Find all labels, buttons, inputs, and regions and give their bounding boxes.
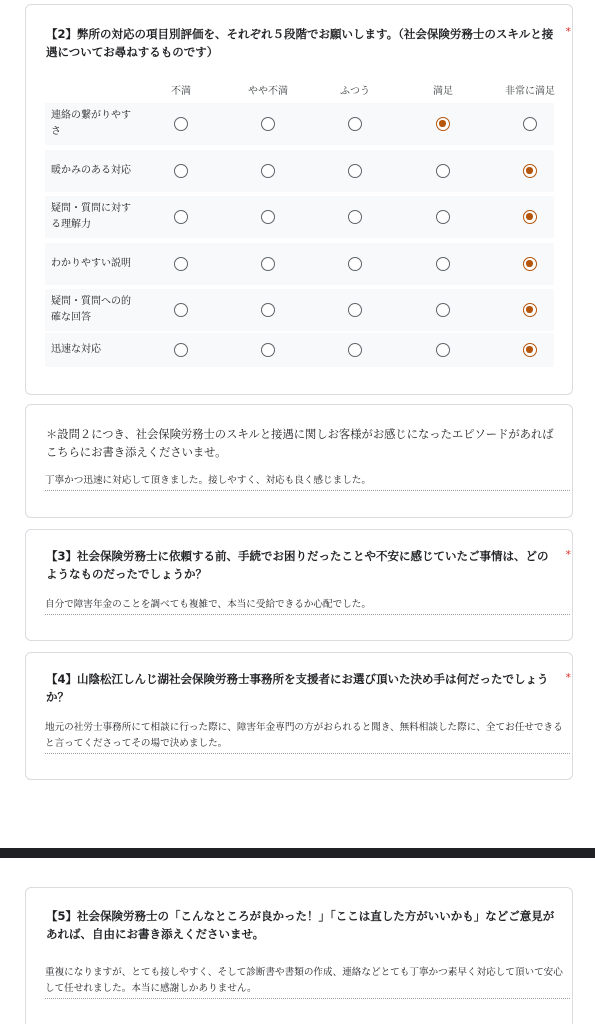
q3-title: 【3】社会保険労務士に依頼する前、手続でお困りだったことや不安に感じていたご事情は、どのようなものだったでしょうか？ [46,549,549,581]
grid-row-label: 連絡の繋がりやすさ [51,110,131,137]
radio-selected[interactable] [523,257,537,271]
grid-row-label: 疑問・質問に対する理解力 [51,203,131,230]
q2-title: 【2】弊所の対応の項目別評価を、それぞれ５段階でお願いします。（社会保険労務士のスキルと接遇についてお尋ねするものです） [46,27,554,59]
q5-card [25,887,573,1024]
radio-option[interactable] [261,164,275,178]
radio-selected[interactable] [523,303,537,317]
section-divider [0,848,595,858]
required-mark: * [565,25,571,38]
col-header-2: ふつう [340,86,370,97]
q2-note-answer-field[interactable]: 丁寧かつ迅速に対応して頂きました。接しやすく、対応も良く感じました。 [45,473,570,491]
radio-option[interactable] [261,303,275,317]
grid-row [45,103,554,145]
col-header-3: 満足 [433,86,453,97]
grid-row [45,333,554,367]
radio-option[interactable] [174,164,188,178]
radio-option[interactable] [348,117,362,131]
required-mark: * [565,548,571,561]
radio-selected[interactable] [523,164,537,178]
radio-option[interactable] [348,343,362,357]
radio-option[interactable] [261,257,275,271]
q3-answer-field[interactable]: 自分で障害年金のことを調べても複雑で、本当に受給できるか心配でした。 [45,597,570,615]
radio-option[interactable] [436,164,450,178]
radio-option[interactable] [348,164,362,178]
radio-option[interactable] [348,257,362,271]
radio-option[interactable] [436,303,450,317]
radio-option[interactable] [174,117,188,131]
col-header-1: やや不満 [248,86,288,97]
radio-option[interactable] [261,117,275,131]
q5-title: 【5】社会保険労務士の「こんなところが良かった！」「ここは直した方がいいかも」などご意見があれば、自由にお書き添えくださいませ。 [46,909,555,941]
required-mark: * [565,671,571,684]
grid-row [45,289,554,331]
radio-option[interactable] [348,210,362,224]
radio-option[interactable] [436,210,450,224]
col-header-4: 非常に満足 [505,86,555,97]
grid-row [45,196,554,238]
grid-row-label: 暖かみのある対応 [51,165,131,176]
grid-row [45,150,554,192]
radio-option[interactable] [174,210,188,224]
q4-card [25,652,573,780]
grid-row-label: 疑問・質問への的確な回答 [51,296,131,323]
radio-selected[interactable] [436,117,450,131]
q4-answer-field[interactable]: 地元の社労士事務所にて相談に行った際に、障害年金専門の方がおられると聞き、無料相談した際に、全てお任せできると言ってくださってその場で決めました。 [45,720,570,754]
q4-title: 【4】山陰松江しんじ湖社会保険労務士事務所を支援者にお選び頂いた決め手は何だったでしょうか？ [46,672,549,704]
radio-option[interactable] [261,343,275,357]
q2-note-card [25,404,573,518]
radio-option[interactable] [261,210,275,224]
radio-selected[interactable] [523,210,537,224]
q3-card [25,529,573,641]
grid-row-label: 迅速な対応 [51,344,101,355]
q2-note-title: ＊設問２につき、社会保険労務士のスキルと接遇に関しお客様がお感じになったエピソードがあればこちらにお書き添えくださいませ。 [46,428,554,459]
radio-option[interactable] [436,257,450,271]
q2-card [25,4,573,395]
radio-option[interactable] [174,343,188,357]
col-header-0: 不満 [171,86,191,97]
grid-row [45,243,554,285]
grid-row-label: わかりやすい説明 [51,258,131,269]
radio-option[interactable] [348,303,362,317]
radio-selected[interactable] [523,343,537,357]
q5-answer-field[interactable]: 重複になりますが、とても接しやすく、そして診断書や書類の作成、連絡などとても丁寧かつ素早く対応して頂いて安心して任せれました。本当に感謝しかありません。 [45,965,570,999]
radio-option[interactable] [523,117,537,131]
radio-option[interactable] [174,257,188,271]
radio-option[interactable] [436,343,450,357]
radio-option[interactable] [174,303,188,317]
